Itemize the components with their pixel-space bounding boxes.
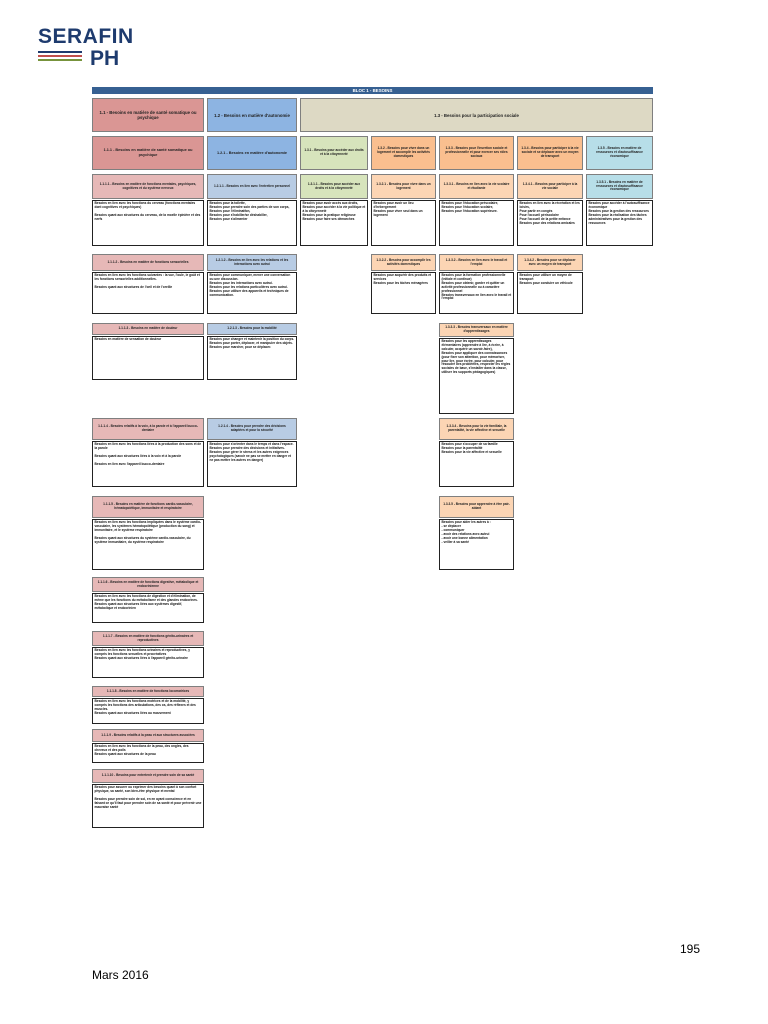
item-desc-1-2-1-3: Besoins pour changer et maintenir la position du corps. Besoins pour porter, déplacer, et manipuler des objets. Besoins pour marcher, pour se déplacer. [207,336,297,380]
bloc-title: BLOC 1 - BESOINS [92,87,653,94]
header-1-1: 1.1 - Besoins en matière de santé somatique ou psychique [92,98,204,132]
item-title-1-3-5-1: 1.3.5.1 - Besoins en matière de ressources et d'autosuffisance économique [586,174,653,199]
item-desc-1-1-1-2: Besoins en lien avec les fonctions suivantes : la vue, l'ouïe, le goût et les fonctions sensorielles additionnelles. Besoins quant aux structures de l'oeil et de l'oreille [92,272,204,314]
header-1-3-2: 1.3.2 - Besoins pour vivre dans un logement et accomplir les activités domestiques [371,136,436,170]
item-desc-1-3-1-1: Besoins pour avoir accès aux droits, Besoins pour accéder à la vie politique et à la citoyenneté Besoins pour la pratique religieuse Besoins pour faire ses démarches [300,200,368,246]
page-number: 195 [679,942,700,956]
item-desc-1-3-3-3: Besoins pour les apprentissages élémentaires (apprendre à lire, à écrire, à calculer, acquérir un savoir-faire), Besoins pour appliquer des connaissances (pour fixer son attention, pour mémoriser, pour lire, pour écrire, pour calculer, pour résoudre des problèmes, respecter les règles sociales de base, s'installer dans la classe, utiliser les supports pédagogiques) [439,338,514,414]
serafin-ph-logo [38,25,134,70]
item-title-1-1-1-6: 1.1.1.6 - Besoins en matière de fonctions digestive, métabolique et endocrinienne [92,577,204,592]
item-desc-1-1-1-8: Besoins en lien avec les fonctions motrices et de la mobilité, y compris les fonctions des articulations, des os, des réflexes et des muscles. Besoins quant aux structures liées au mouvement [92,698,204,724]
item-desc-1-2-1-1: Besoins pour la toilette, Besoins pour prendre soin des parties de son corps, Besoins pour l'éliminatfon, Besoins pour s'habiller/se déshabiller, Besoins pour s'alimenter [207,200,297,246]
item-title-1-2-1-3: 1.2.1.3 - Besoins pour la mobilité [207,323,297,335]
item-desc-1-3-3-2: Besoins pour la formation professionnelle (initiale et continue) Besoins pour obtenir, garder et quitter un activité professionnelle ou à caractère professionnel Besoins transversaux en lien avec le travail et l'emploi [439,272,514,314]
item-title-1-3-2-2: 1.3.2.2 - Besoins pour accomplir les activités domestiques [371,254,436,271]
item-desc-1-3-5-1: Besoins pour accéder à l'autosuffisance économique Besoins pour la gestion des ressources Besoins pour la réalisation des tâches administratives pour la gestion des ressources [586,200,653,246]
item-desc-1-1-1-10: Besoins pour assurer ou exprimer des besoins quant à son confort physique, sa santé, son bien-être physique et mental Besoins pour prendre soin de soi, en en ayant conscience et en faisant ce qu'il faut pour prendre soin de sa santé et pour prévenir une mauvaise santé [92,784,204,828]
item-title-1-1-1-5: 1.1.1.5 - Besoins en matière de fonctions cardio-vasculaire, hématopoiétique, immunitaire et respiratoire [92,496,204,518]
item-desc-1-3-4-2: Besoins pour utiliser un moyen de transport Besoins pour conduire un véhicule [517,272,583,314]
item-title-1-1-1-3: 1.1.1.3 - Besoins en matière de douleur [92,323,204,335]
item-title-1-1-1-2: 1.1.1.2 - Besoins en matière de fonctions sensorielles [92,254,204,271]
item-title-1-1-1-4: 1.1.1.4 - Besoins relatifs à la voix, à la parole et à l'appareil bucco-dentaire [92,418,204,440]
header-1-3-1: 1.3.1 - Besoins pour accéder aux droits et à la citoyenneté [300,136,368,170]
item-title-1-1-1-8: 1.1.1.8 - Besoins en matière de fonctions locomotrices [92,686,204,697]
item-title-1-1-1-1: 1.1.1.1 - Besoins en matière de fonctions mentales, psychiques, cognitives et du système nerveux [92,174,204,199]
logo-text-serafin: SERAFIN [38,25,134,48]
header-1-3-3: 1.3.3 - Besoins pour l'insertion sociale et professionnelle et pour exercer ses rôles sociaux [439,136,514,170]
header-1-2: 1.2 - Besoins en matière d'autonomie [207,98,297,132]
footer-date: Mars 2016 [92,968,149,982]
item-title-1-2-1-4: 1.2.1.4 - Besoins pour prendre des décisions adaptées et pour la sécurité [207,418,297,440]
item-desc-1-3-4-1: Besoins en lien avec la récréation et les loisirs, Pour partir en congés Pour l'accueil périscolaire Pour l'accueil de la petite enfance Besoins pour des relations amicales [517,200,583,246]
item-title-1-3-3-3: 1.3.3.3 - Besoins transversaux en matière d'apprentissages [439,323,514,337]
item-title-1-1-1-9: 1.1.1.9 - Besoins relatifs à la peau et aux structures associées [92,729,204,742]
header-1-1-1: 1.1.1 - Besoins en matière de santé somatique ou psychique [92,136,204,170]
item-desc-1-3-3-1: Besoins pour l'éducation préscolaire, Besoins pour l'éducation scolaire, Besoins pour l'éducation supérieure. [439,200,514,246]
item-desc-1-3-2-1: Besoins pour avoir un lieu d'hébergement Besoins pour vivre seul dans un logement [371,200,436,246]
logo-color-lines [38,51,82,63]
item-title-1-3-4-2: 1.3.4.2 - Besoins pour se déplacer avec un moyen de transport [517,254,583,271]
header-1-2-1: 1.2.1 - Besoins en matière d'autonomie [207,136,297,170]
item-desc-1-1-1-6: Besoins en lien avec les fonctions de digestion et d'élimination, de même que les fonctions du métabolisme et des glandes endocrines. Besoins quant aux structures liées aux systèmes digestif, métabolique et endocrinien [92,593,204,623]
item-title-1-3-3-5: 1.3.3.5 - Besoins pour apprendre à être pair-aidant [439,496,514,518]
item-desc-1-3-3-4: Besoins pour s'occuper de sa famille Besoins pour la parentalité Besoins pour la vie affective et sexuelle [439,441,514,487]
item-desc-1-1-1-3: Besoins en matière de sensation de douleur [92,336,204,380]
header-1-3-5: 1.3.5 - Besoins en matière de ressources et d'autosuffisance économique [586,136,653,170]
item-desc-1-1-1-9: Besoins en lien avec les fonctions de la peau, des ongles, des cheveux et des poils Besoins quant aux structures de la peau [92,743,204,763]
item-title-1-3-3-2: 1.3.3.2 - Besoins en lien avec le travail et l'emploi [439,254,514,271]
item-title-1-3-3-4: 1.3.3.4 - Besoins pour la vie familiale, la parentalité, la vie affective et sexuelle [439,418,514,440]
item-desc-1-1-1-7: Besoins en lien avec les fonctions urinaires et reproductives, y compris les fonctions sexuelles et procréatives Besoins quant aux structures liées à l'appareil génito-urinaire [92,647,204,678]
header-1-3: 1.3 - Besoins pour la participation sociale [300,98,653,132]
item-desc-1-2-1-4: Besoins pour s'orienter dans le temps et dans l'espace. Besoins pour prendre des décisions et initiatives. Besoins pour gérer le stress et les autres exigences psychologiques (savoir ne pas se mettre en danger et ne pas mettre les autres en danger) [207,441,297,487]
item-title-1-3-3-1: 1.3.3.1 - Besoins en lien avec la vie scolaire et étudiante [439,174,514,199]
item-desc-1-1-1-5: Besoins en lien avec les fonctions impliquées dans le système cardio-vasculaire, les systèmes hématopoïétique (production du sang) et immunitaire, et le système respiratoire Besoins quant aux structures du système cardio-vasculaire, du système immunitaire, du système respiratoire [92,519,204,570]
item-title-1-3-4-1: 1.3.4.1 - Besoins pour participer à la vie sociale [517,174,583,199]
item-title-1-2-1-1: 1.2.1.1 - Besoins en lien avec l'entretien personnel [207,174,297,199]
logo-line-navy [38,51,82,53]
item-title-1-1-1-7: 1.1.1.7 - Besoins en matière de fonctions génito-urinaires et reproductives [92,631,204,646]
item-title-1-3-2-1: 1.3.2.1 - Besoins pour vivre dans un logement [371,174,436,199]
header-1-3-4: 1.3.4 - Besoins pour participer à la vie sociale et se déplacer avec un moyen de transport [517,136,583,170]
item-desc-1-2-1-2: Besoins pour communiquer, mener une conversation ou une discussion. Besoins pour les interactions avec autrui. Besoins pour les relations particulières avec autrui. Besoins pour utiliser des appareils et techniques de communication. [207,272,297,314]
logo-line-red [38,55,82,57]
logo-text-ph: PH [90,47,120,70]
logo-line-green [38,59,82,61]
item-desc-1-3-3-5: Besoins pour aider les autres à : - se déplacer - communiquer - avoir des relations avec autrui - avoir une bonne alimentation - veiller à sa santé [439,519,514,570]
item-title-1-1-1-10: 1.1.1.10 - Besoins pour entretenir et prendre soin de sa santé [92,769,204,783]
item-title-1-2-1-2: 1.2.1.2 - Besoins en lien avec les relations et les interactions avec autrui [207,254,297,271]
item-title-1-3-1-1: 1.3.1.1 - Besoins pour accéder aux droits et à la citoyenneté [300,174,368,199]
item-desc-1-1-1-4: Besoins en lien avec les fonctions liées à la production des sons et de la parole Besoins quant aux structures liées à la voix et à la parole Besoins en lien avec l'appareil bucco-dentaire [92,441,204,487]
item-desc-1-1-1-1: Besoins en lien avec les fonctions du cerveau (fonctions mentales dont cognitives et psychiques) Besoins quant aux structures du cerveau, de la moelle épinière et des nerfs [92,200,204,246]
item-desc-1-3-2-2: Besoins pour acquérir des produits et services Besoins pour les tâches ménagères [371,272,436,314]
